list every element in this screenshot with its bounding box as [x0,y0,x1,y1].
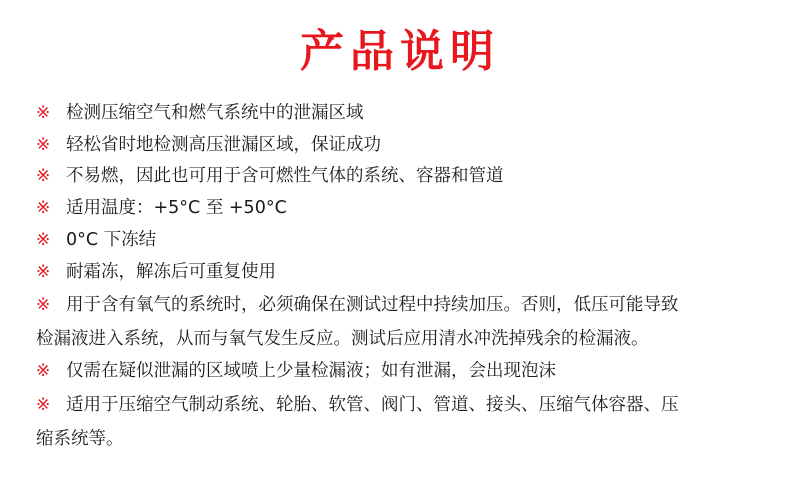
list-item [36,161,776,193]
list-item-text: 0°C 下冻结 [66,229,157,250]
list-item-text: 适用温度：+5°C 至 +50°C [66,198,287,219]
bullet-mark: ※ [36,229,51,250]
list-item [36,193,776,225]
list-item-text: 耐霜冻，解冻后可重复使用 [66,261,276,282]
bullet-mark: ※ [36,261,51,282]
list-item-text: 不易燃，因此也可用于含可燃性气体的系统、容器和管道 [66,166,504,187]
list-item-text: 轻松省时地检测高压泄漏区域，保证成功 [66,134,381,155]
bullet-mark: ※ [36,198,51,219]
bullet-mark: ※ [36,166,51,187]
list-item [36,130,776,162]
list-item [36,288,776,356]
list-item-text-line2: 检漏液进入系统，从而与氧气发生反应。测试后应用清水冲洗掉残余的检漏液。 [36,329,649,350]
page-title: 产品说明 [300,26,500,77]
bullet-mark: ※ [36,394,51,415]
list-item-text-line1: 适用于压缩空气制动系统、轮胎、软管、阀门、管道、接头、压缩气体容器、压 [66,394,679,415]
bullet-mark: ※ [36,295,51,316]
list-item [36,257,776,289]
list-item [36,98,776,130]
list-item [36,388,776,456]
bullet-mark: ※ [36,103,51,123]
list-item-text: 仅需在疑似泄漏的区域喷上少量检漏液；如有泄漏，会出现泡沫 [66,361,556,382]
feature-list [36,98,776,456]
list-item-text: 检测压缩空气和燃气系统中的泄漏区域 [66,103,364,123]
list-item-text-line1: 用于含有氧气的系统时，必须确保在测试过程中持续加压。否则，低压可能导致 [66,295,679,316]
bullet-mark: ※ [36,134,51,155]
list-item [36,356,776,388]
list-item-text-line2: 缩系统等。 [36,428,124,449]
list-item [36,225,776,257]
bullet-mark: ※ [36,361,51,382]
